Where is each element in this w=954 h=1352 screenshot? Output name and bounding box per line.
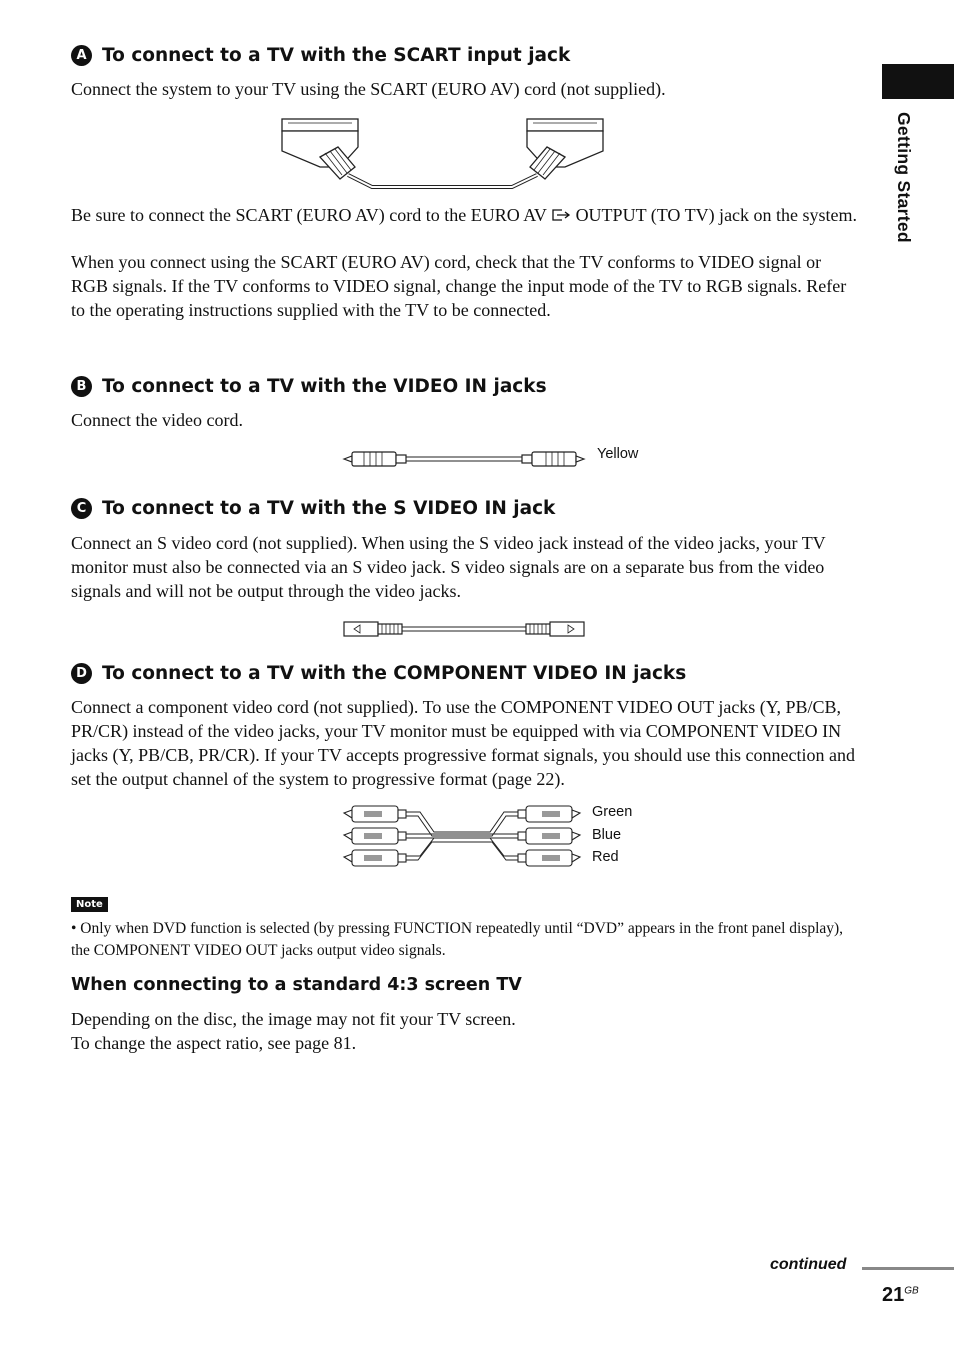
note-text: • Only when DVD function is selected (by pressing FUNCTION repeatedly until “DVD” appears in the front panel display), the COMPONENT VIDEO OUT jacks output video signals. [71, 920, 844, 959]
note-badge: Note [71, 897, 108, 912]
scart-left-plug-top [282, 119, 358, 131]
video-cable-illustration [342, 448, 586, 470]
section-d-body [71, 695, 861, 791]
component-label-red: Red [592, 849, 619, 865]
section-d-sub-r3: R [208, 745, 221, 765]
section-d-body-part-1: Connect a component video cord (not supplied). To use the COMPONENT VIDEO OUT jacks (Y, P [71, 697, 796, 717]
section-d-body-part-6: /C [160, 745, 178, 765]
section-d-sub-r4: R [237, 745, 250, 765]
euro-av-output-icon [551, 204, 571, 218]
section-b-heading [71, 376, 547, 397]
scart-right-plug-top [527, 119, 603, 131]
section-d-body-part-5: ) instead of the video jacks, your TV monitor must be equipped with via COMPONENT VIDEO IN jacks (Y, P [71, 721, 842, 765]
page-number-suffix: GB [904, 1285, 919, 1297]
section-b-letter: B [71, 376, 92, 397]
section-d-sub-b4: B [177, 745, 190, 765]
page-number [882, 1284, 919, 1307]
section-c-letter: C [71, 498, 92, 519]
section-a-intro: Connect the system to your TV using the SCART (EURO AV) cord (not supplied). [71, 79, 666, 99]
section-d-sub-b2: B [824, 697, 837, 717]
section-d-body-part-2: /C [807, 697, 825, 717]
section-d-body-part-9: ). If your TV accepts progressive format signals, you should use this connection and set the output channel of the system to progressive format (page 22). [71, 745, 855, 789]
continued-label: continued [770, 1256, 847, 1273]
section-a-body-2: When you connect using the SCART (EURO AV) cord, check that the TV conforms to VIDEO signal or RGB signals. If the TV conforms to VIDEO signal, change the input mode of the TV to RGB signals. Refer to the operating instructions supplied with the TV to be connected. [71, 252, 847, 320]
section-d-body-part-4: /C [93, 721, 111, 741]
section-c-heading [71, 498, 555, 519]
video-cable-label: Yellow [597, 446, 639, 462]
section-d-sub-r1: R [81, 721, 94, 741]
continued-rule [862, 1267, 954, 1270]
section-b-title: To connect to a TV with the VIDEO IN jacks [102, 376, 547, 397]
side-tab-label: Getting Started [894, 112, 914, 243]
section-a-body-1-end: OUTPUT (TO TV) jack on the system. [571, 205, 858, 225]
section-d-body-part-7: , P [189, 745, 209, 765]
section-a-body-1-start: Be sure to connect the SCART (EURO AV) cord to the EURO AV [71, 205, 552, 225]
aspect-line-2: To change the aspect ratio, see page 81. [71, 1033, 357, 1053]
component-cable-illustration [342, 803, 582, 867]
section-c-title: To connect to a TV with the S VIDEO IN jack [102, 498, 556, 519]
section-a-letter: A [71, 45, 92, 66]
section-d-sub-b3: B [148, 745, 161, 765]
component-label-green: Green [592, 804, 633, 820]
s-video-cable-illustration [342, 619, 586, 639]
section-b-intro: Connect the video cord. [71, 410, 243, 430]
section-d-sub-b1: B [795, 697, 808, 717]
section-d-sub-r2: R [110, 721, 123, 741]
aspect-heading: When connecting to a standard 4:3 screen TV [71, 975, 522, 995]
component-label-blue: Blue [592, 827, 622, 843]
section-d-body-part-8: /C [220, 745, 238, 765]
section-c-body: Connect an S video cord (not supplied). When using the S video jack instead of the video jacks, your TV monitor must also be connected via an S video jack. S video signals are on a separate bus from the video signals and will not be output through the video jacks. [71, 533, 826, 601]
section-d-letter: D [71, 663, 92, 684]
aspect-line-1: Depending on the disc, the image may not fit your TV screen. [71, 1009, 516, 1029]
section-d-body-part-3: , P [71, 697, 842, 741]
page-number-value: 21 [882, 1284, 905, 1306]
section-d-heading [71, 663, 686, 684]
section-a-title: To connect to a TV with the SCART input jack [102, 45, 571, 66]
section-a-heading [71, 45, 570, 66]
section-a-body-1 [71, 203, 861, 227]
side-tab-marker [882, 64, 954, 99]
section-d-title: To connect to a TV with the COMPONENT VIDEO IN jacks [102, 663, 687, 684]
scart-cable-illustration [280, 117, 605, 189]
